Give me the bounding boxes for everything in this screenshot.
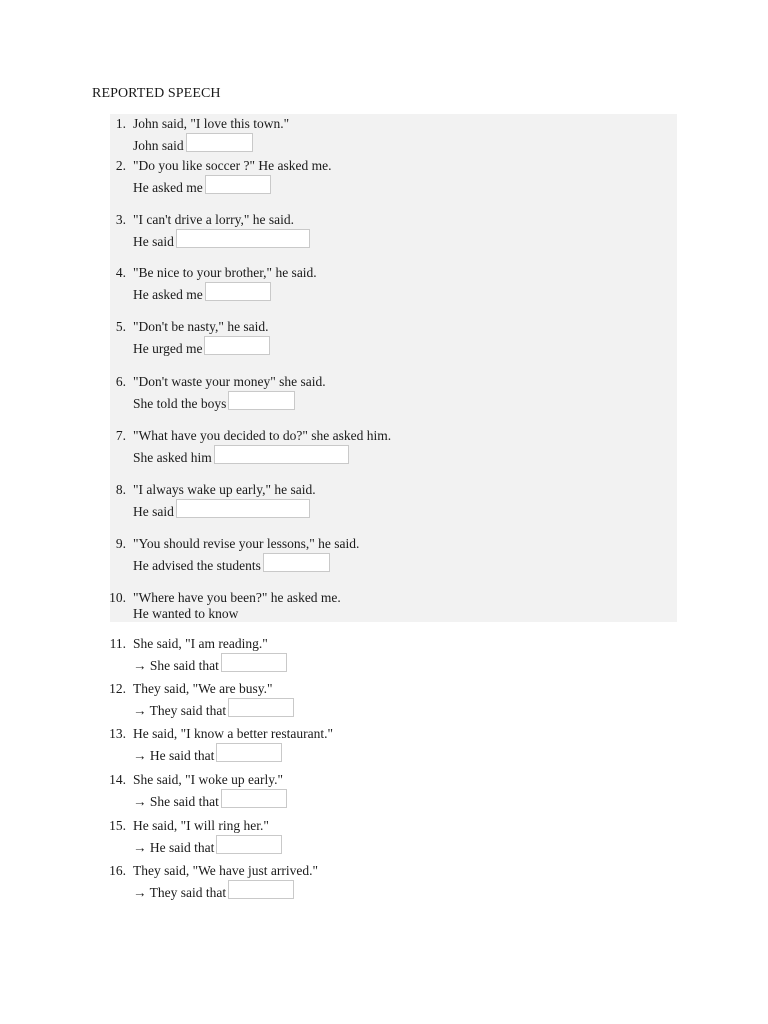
answer-input[interactable]: [228, 698, 294, 717]
reported-speech-line: [133, 743, 282, 764]
direct-speech-sentence: "Be nice to your brother," he said.: [133, 265, 317, 280]
reported-speech-line: [133, 336, 270, 357]
answer-prompt: → She said that: [133, 794, 219, 809]
direct-speech-sentence: "I can't drive a lorry," he said.: [133, 212, 295, 227]
reported-speech-line: [133, 282, 271, 303]
answer-prompt: John said: [133, 138, 184, 153]
direct-speech-sentence: "Where have you been?" he asked me.: [133, 590, 341, 605]
page-title: REPORTED SPEECH: [92, 86, 221, 101]
reported-speech-line: [133, 835, 282, 856]
reported-speech-line: [133, 553, 330, 574]
item-number: 8.: [115, 482, 126, 497]
answer-prompt: → He said that: [133, 748, 215, 763]
item-number: 14.: [109, 772, 126, 787]
reported-speech-line: [133, 133, 253, 154]
direct-speech-sentence: "You should revise your lessons," he said.: [133, 536, 360, 551]
direct-speech-sentence: "Do you like soccer ?" He asked me.: [133, 158, 332, 173]
answer-input[interactable]: [214, 445, 349, 464]
item-number: 15.: [109, 818, 126, 833]
answer-input[interactable]: [221, 653, 287, 672]
answer-prompt: He said: [133, 504, 174, 519]
answer-input[interactable]: [228, 880, 294, 899]
direct-speech-sentence: They said, "We have just arrived.": [133, 863, 318, 878]
answer-prompt: He urged me: [133, 341, 203, 356]
answer-prompt: He asked me: [133, 180, 203, 195]
answer-input[interactable]: [216, 743, 282, 762]
item-number: 5.: [115, 319, 126, 334]
answer-prompt: He wanted to know: [133, 606, 239, 621]
item-number: 4.: [115, 265, 126, 280]
answer-prompt: She told the boys: [133, 396, 227, 411]
reported-speech-line: [133, 880, 294, 901]
answer-prompt: → He said that: [133, 840, 215, 855]
item-number: 12.: [109, 681, 126, 696]
answer-input[interactable]: [205, 175, 271, 194]
answer-prompt: He said: [133, 234, 174, 249]
item-number: 11.: [109, 636, 126, 651]
direct-speech-sentence: "What have you decided to do?" she asked him.: [133, 428, 392, 443]
answer-input[interactable]: [205, 282, 271, 301]
item-number: 9.: [115, 536, 126, 551]
reported-speech-line: [133, 698, 294, 719]
item-number: 13.: [109, 726, 126, 741]
item-number: 16.: [109, 863, 126, 878]
answer-input[interactable]: [176, 229, 310, 248]
item-number: 1.: [115, 116, 126, 131]
item-number: 6.: [115, 374, 126, 389]
answer-prompt: → She said that: [133, 658, 219, 673]
item-number: 10.: [109, 590, 126, 605]
answer-prompt: He asked me: [133, 287, 203, 302]
answer-input[interactable]: [216, 835, 282, 854]
direct-speech-sentence: He said, "I will ring her.": [133, 818, 269, 833]
answer-input[interactable]: [263, 553, 330, 572]
reported-speech-line: [133, 445, 349, 466]
item-number: 3.: [115, 212, 126, 227]
reported-speech-line: [133, 229, 310, 250]
answer-input[interactable]: [204, 336, 270, 355]
direct-speech-sentence: He said, "I know a better restaurant.": [133, 726, 333, 741]
direct-speech-sentence: She said, "I am reading.": [133, 636, 268, 651]
answer-prompt: → They said that: [133, 703, 227, 718]
answer-prompt: He advised the students: [133, 558, 261, 573]
answer-input[interactable]: [221, 789, 287, 808]
reported-speech-line: [133, 653, 287, 674]
direct-speech-sentence: John said, "I love this town.": [133, 116, 290, 131]
item-number: 7.: [115, 428, 126, 443]
reported-speech-line: [133, 391, 295, 412]
answer-input[interactable]: [176, 499, 310, 518]
direct-speech-sentence: "Don't be nasty," he said.: [133, 319, 269, 334]
answer-prompt: → They said that: [133, 885, 227, 900]
answer-input[interactable]: [228, 391, 295, 410]
reported-speech-line: [133, 499, 310, 520]
direct-speech-sentence: "I always wake up early," he said.: [133, 482, 316, 497]
item-number: 2.: [115, 158, 126, 173]
direct-speech-sentence: They said, "We are busy.": [133, 681, 273, 696]
reported-speech-line: [133, 789, 287, 810]
direct-speech-sentence: She said, "I woke up early.": [133, 772, 283, 787]
answer-input[interactable]: [186, 133, 253, 152]
answer-prompt: She asked him: [133, 450, 212, 465]
reported-speech-line: [133, 175, 271, 196]
direct-speech-sentence: "Don't waste your money" she said.: [133, 374, 326, 389]
